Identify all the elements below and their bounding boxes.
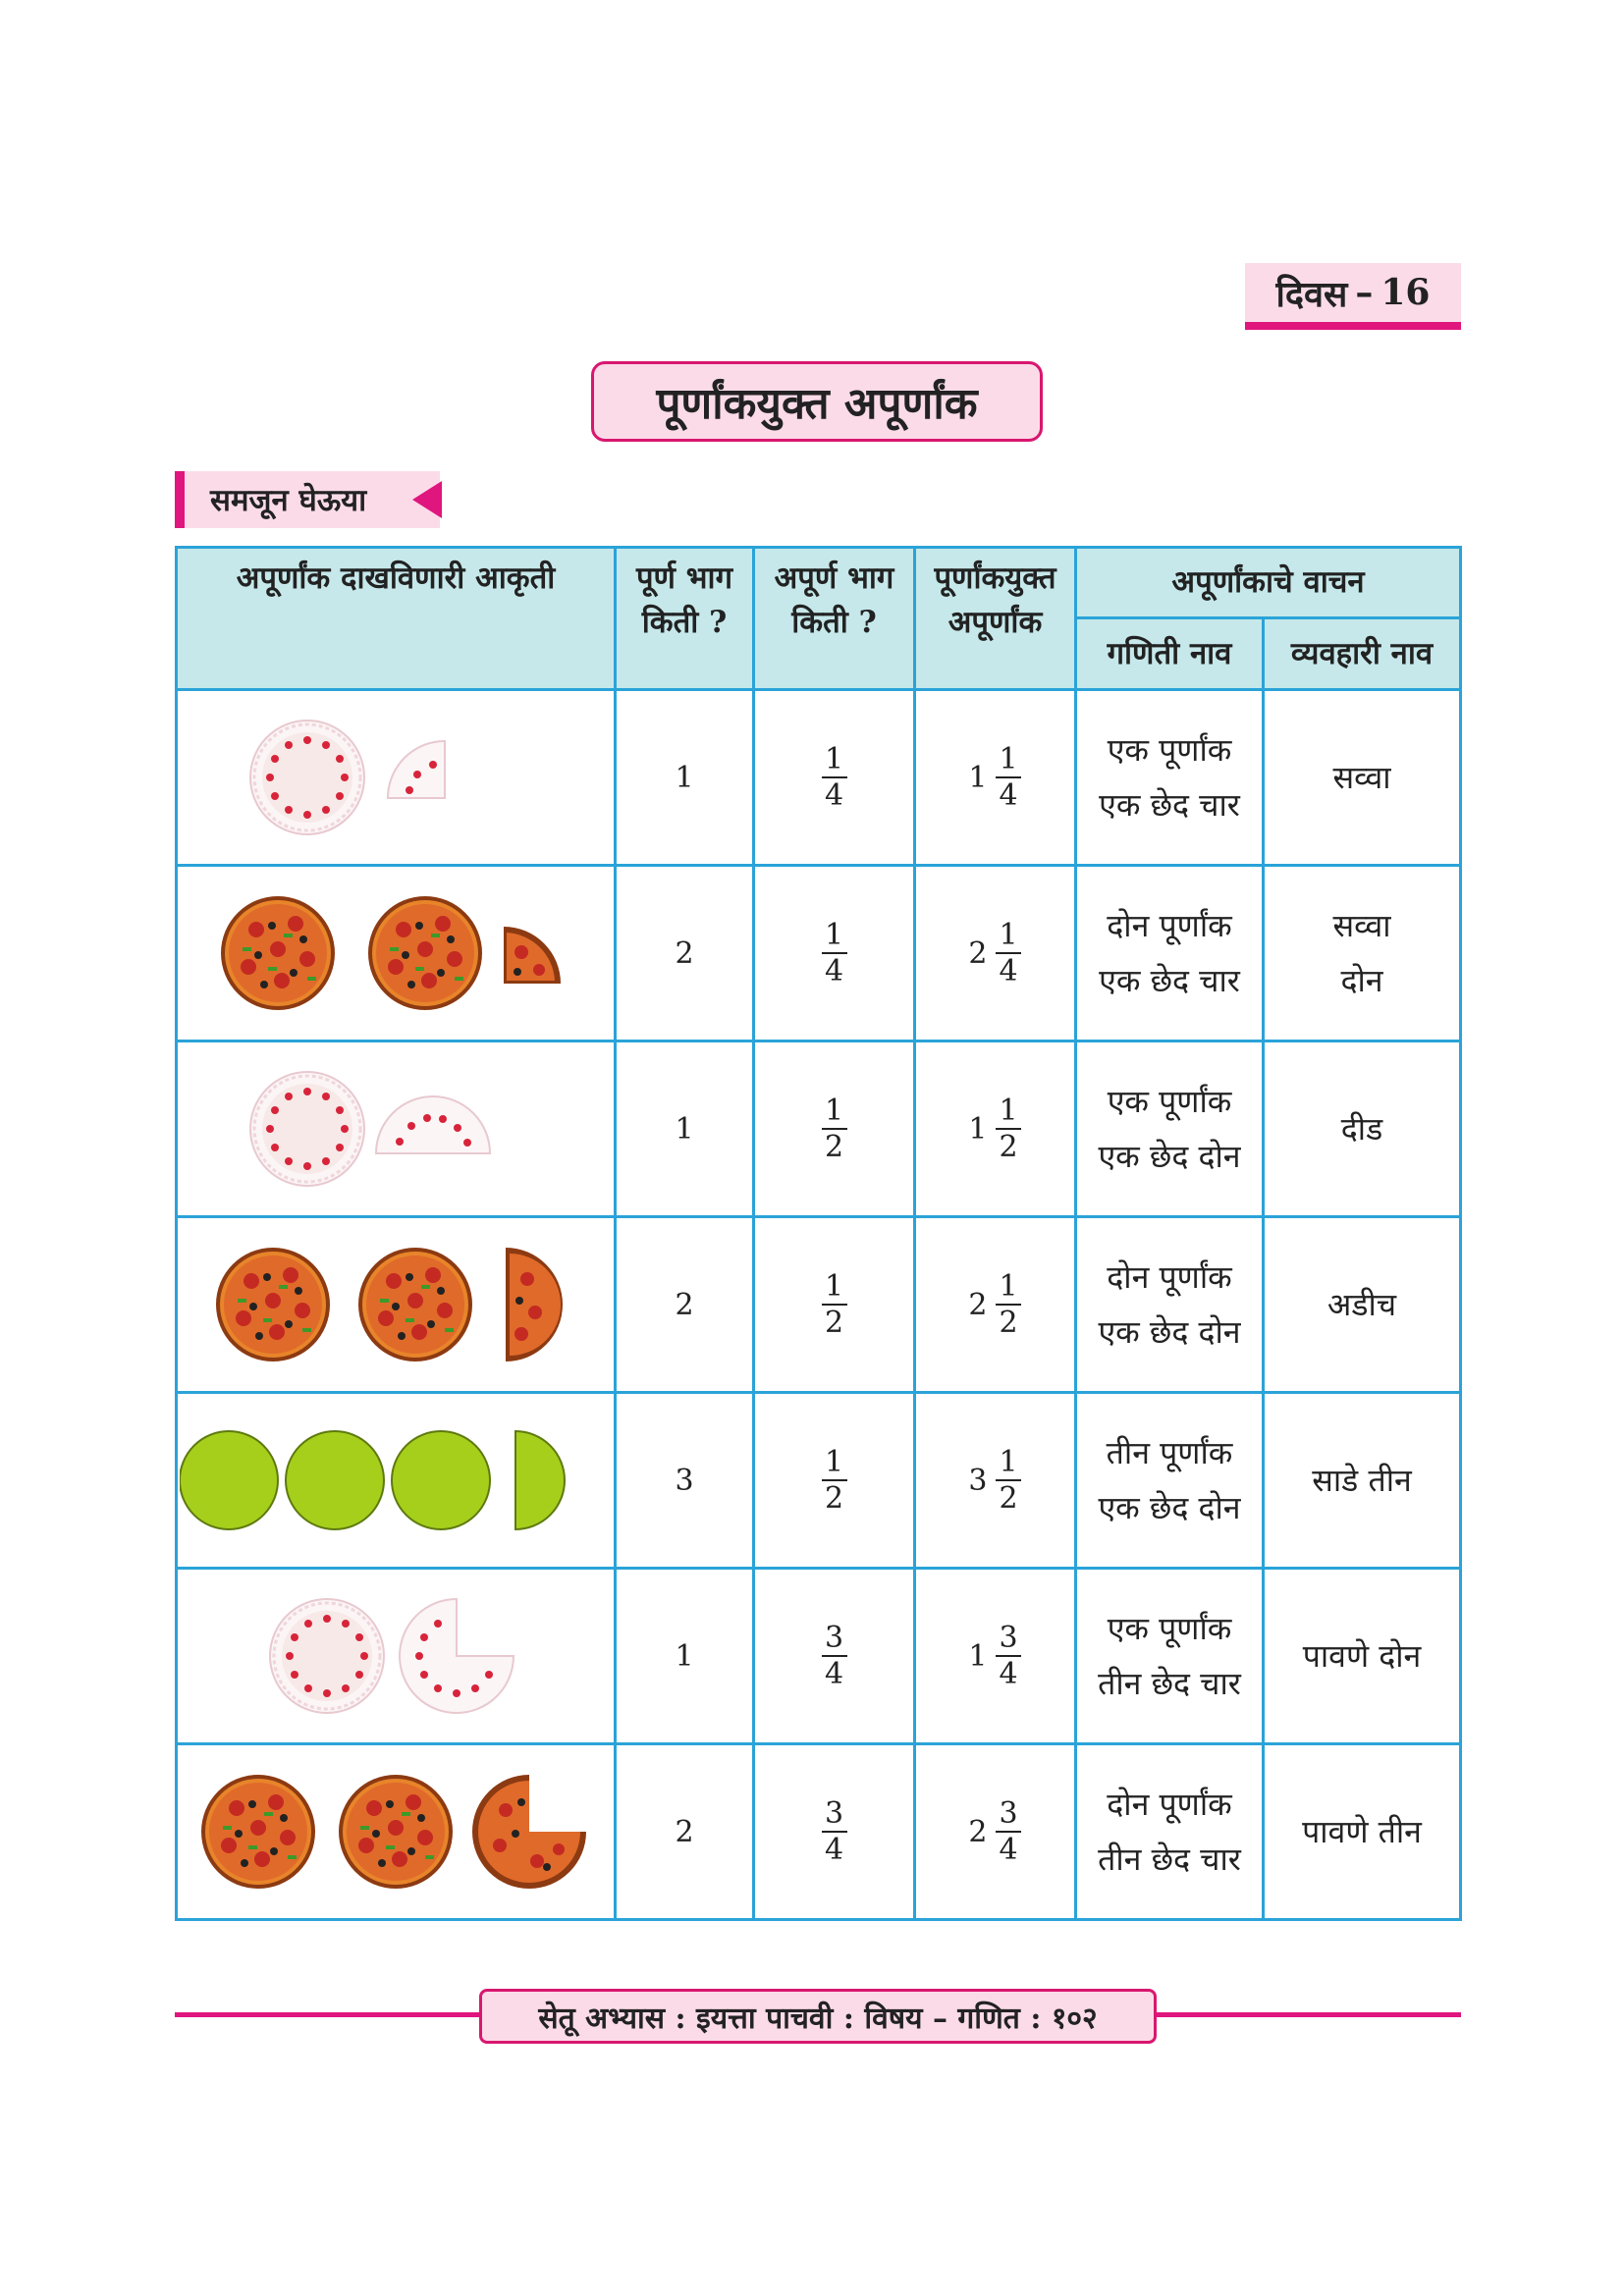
numerator: 3 (999, 1795, 1018, 1831)
numerator: 3 (824, 1795, 844, 1831)
fraction-cell (754, 866, 915, 1041)
common-name-cell (1264, 1569, 1461, 1744)
pizza-figure (180, 1221, 612, 1388)
numerator: 1 (824, 741, 844, 776)
numerator: 1 (824, 917, 844, 952)
mixed-whole: 3 (968, 1463, 988, 1498)
math-line-1: दोन पूर्णांक (1107, 907, 1232, 944)
math-line-2: तीन छेद चार (1098, 1841, 1241, 1878)
mixed-whole: 2 (968, 935, 988, 971)
denominator: 4 (824, 954, 844, 988)
mixed-cell (915, 1569, 1076, 1744)
denominator: 4 (999, 778, 1018, 813)
math-name-cell (1076, 1217, 1264, 1393)
header-fraction-parts: अपूर्ण भाग किती ? (754, 548, 915, 690)
math-line-2: एक छेद चार (1099, 786, 1240, 824)
math-name-cell (1076, 690, 1264, 866)
math-name-cell (1076, 1393, 1264, 1569)
cake-figure (180, 1573, 612, 1739)
math-line-2: एक छेद दोन (1098, 1138, 1241, 1175)
whole-cell: 2 (616, 866, 754, 1041)
mixed-cell (915, 1217, 1076, 1393)
day-label: दिवस (1275, 273, 1348, 315)
header-math-name: गणिती नाव (1076, 618, 1264, 690)
denominator: 4 (824, 778, 844, 813)
mixed-whole: 2 (968, 1814, 988, 1849)
pizza-figure (180, 870, 612, 1037)
denominator: 2 (824, 1481, 844, 1516)
math-line-1: तीन पूर्णांक (1106, 1434, 1233, 1471)
mixed-cell (915, 690, 1076, 866)
math-line-2: एक छेद दोन (1098, 1313, 1241, 1351)
green-circles-figure (180, 1397, 612, 1564)
math-line-2: एक छेद दोन (1098, 1489, 1241, 1526)
denominator: 4 (999, 954, 1018, 988)
math-line-1: एक पूर्णांक (1107, 731, 1232, 769)
whole-cell: 2 (616, 1217, 754, 1393)
figure-cell (177, 1041, 616, 1217)
common-name-cell (1264, 866, 1461, 1041)
denominator: 2 (824, 1130, 844, 1164)
figure-cell (177, 1569, 616, 1744)
fraction-cell (754, 1393, 915, 1569)
figure-cell (177, 866, 616, 1041)
table-row (177, 1569, 1461, 1744)
header-mixed-fraction: पूर्णांकयुक्त अपूर्णांक (915, 548, 1076, 690)
fraction-cell (754, 1217, 915, 1393)
numerator: 1 (999, 1268, 1018, 1304)
common-name-cell (1264, 1393, 1461, 1569)
pointer-triangle-icon (412, 481, 442, 518)
cake-figure (180, 694, 612, 861)
common-line-2: दोन (1340, 962, 1383, 999)
math-line-2: एक छेद चार (1099, 962, 1240, 999)
header-reading: अपूर्णांकाचे वाचन (1076, 548, 1461, 618)
mixed-whole: 1 (968, 1638, 988, 1674)
table-row (177, 1041, 1461, 1217)
day-number: 16 (1380, 272, 1431, 313)
figure-cell (177, 1393, 616, 1569)
math-name-cell (1076, 1744, 1264, 1920)
fraction-cell (754, 1569, 915, 1744)
math-line-1: दोन पूर्णांक (1107, 1786, 1232, 1823)
whole-cell: 1 (616, 1041, 754, 1217)
numerator: 1 (824, 1268, 844, 1304)
common-line-1: पावणे दोन (1302, 1637, 1422, 1675)
header-common-name: व्यवहारी नाव (1264, 618, 1461, 690)
fraction-cell (754, 1744, 915, 1920)
numerator: 1 (999, 1093, 1018, 1128)
section-tag (175, 471, 440, 528)
common-name-cell (1264, 690, 1461, 866)
denominator: 4 (999, 1657, 1018, 1691)
pizza-figure (180, 1748, 612, 1915)
figure-cell (177, 1217, 616, 1393)
math-name-cell (1076, 1569, 1264, 1744)
mixed-cell (915, 1744, 1076, 1920)
math-name-cell (1076, 866, 1264, 1041)
common-name-cell (1264, 1217, 1461, 1393)
common-line-1: सव्वा (1332, 907, 1391, 944)
math-line-1: एक पूर्णांक (1107, 1083, 1232, 1120)
common-name-cell (1264, 1041, 1461, 1217)
table-row (177, 1393, 1461, 1569)
common-line-1: पावणे तीन (1302, 1813, 1422, 1850)
section-label: समजून घेऊया (210, 483, 367, 518)
header-figure: अपूर्णांक दाखविणारी आकृती (177, 548, 616, 690)
numerator: 3 (999, 1620, 1018, 1655)
denominator: 4 (824, 1657, 844, 1691)
mixed-whole: 1 (968, 760, 988, 795)
common-line-1: सव्वा (1332, 759, 1391, 796)
table-row (177, 1744, 1461, 1920)
common-name-cell (1264, 1744, 1461, 1920)
denominator: 2 (824, 1306, 844, 1340)
numerator: 1 (999, 917, 1018, 952)
figure-cell (177, 1744, 616, 1920)
common-line-1: साडे तीन (1312, 1462, 1412, 1499)
figure-cell (177, 690, 616, 866)
denominator: 4 (999, 1833, 1018, 1867)
mixed-cell (915, 1041, 1076, 1217)
footer-label: सेतू अभ्यास : इयत्ता पाचवी : विषय – गणित : १०२ (479, 1989, 1157, 2044)
whole-cell: 1 (616, 690, 754, 866)
math-line-1: एक पूर्णांक (1107, 1610, 1232, 1647)
math-line-1: दोन पूर्णांक (1107, 1258, 1232, 1296)
table-row (177, 1217, 1461, 1393)
numerator: 3 (824, 1620, 844, 1655)
fraction-table (175, 546, 1462, 1921)
mixed-cell (915, 866, 1076, 1041)
whole-cell: 3 (616, 1393, 754, 1569)
denominator: 2 (999, 1130, 1018, 1164)
math-name-cell (1076, 1041, 1264, 1217)
numerator: 1 (999, 741, 1018, 776)
whole-cell: 1 (616, 1569, 754, 1744)
table-row (177, 690, 1461, 866)
denominator: 2 (999, 1481, 1018, 1516)
header-whole-parts: पूर्ण भाग किती ? (616, 548, 754, 690)
mixed-cell (915, 1393, 1076, 1569)
day-dash: – (1355, 272, 1374, 313)
fraction-cell (754, 1041, 915, 1217)
fraction-cell (754, 690, 915, 866)
denominator: 4 (824, 1833, 844, 1867)
math-line-2: तीन छेद चार (1098, 1665, 1241, 1702)
mixed-whole: 1 (968, 1111, 988, 1147)
numerator: 1 (824, 1444, 844, 1479)
numerator: 1 (999, 1444, 1018, 1479)
common-line-1: अडीच (1326, 1286, 1397, 1323)
cake-figure (180, 1045, 612, 1212)
mixed-whole: 2 (968, 1287, 988, 1322)
table-row (177, 866, 1461, 1041)
day-badge (1245, 263, 1461, 330)
common-line-1: दीड (1340, 1110, 1383, 1148)
whole-cell: 2 (616, 1744, 754, 1920)
page-title: पूर्णांकयुक्त अपूर्णांक (591, 361, 1043, 442)
numerator: 1 (824, 1093, 844, 1128)
denominator: 2 (999, 1306, 1018, 1340)
